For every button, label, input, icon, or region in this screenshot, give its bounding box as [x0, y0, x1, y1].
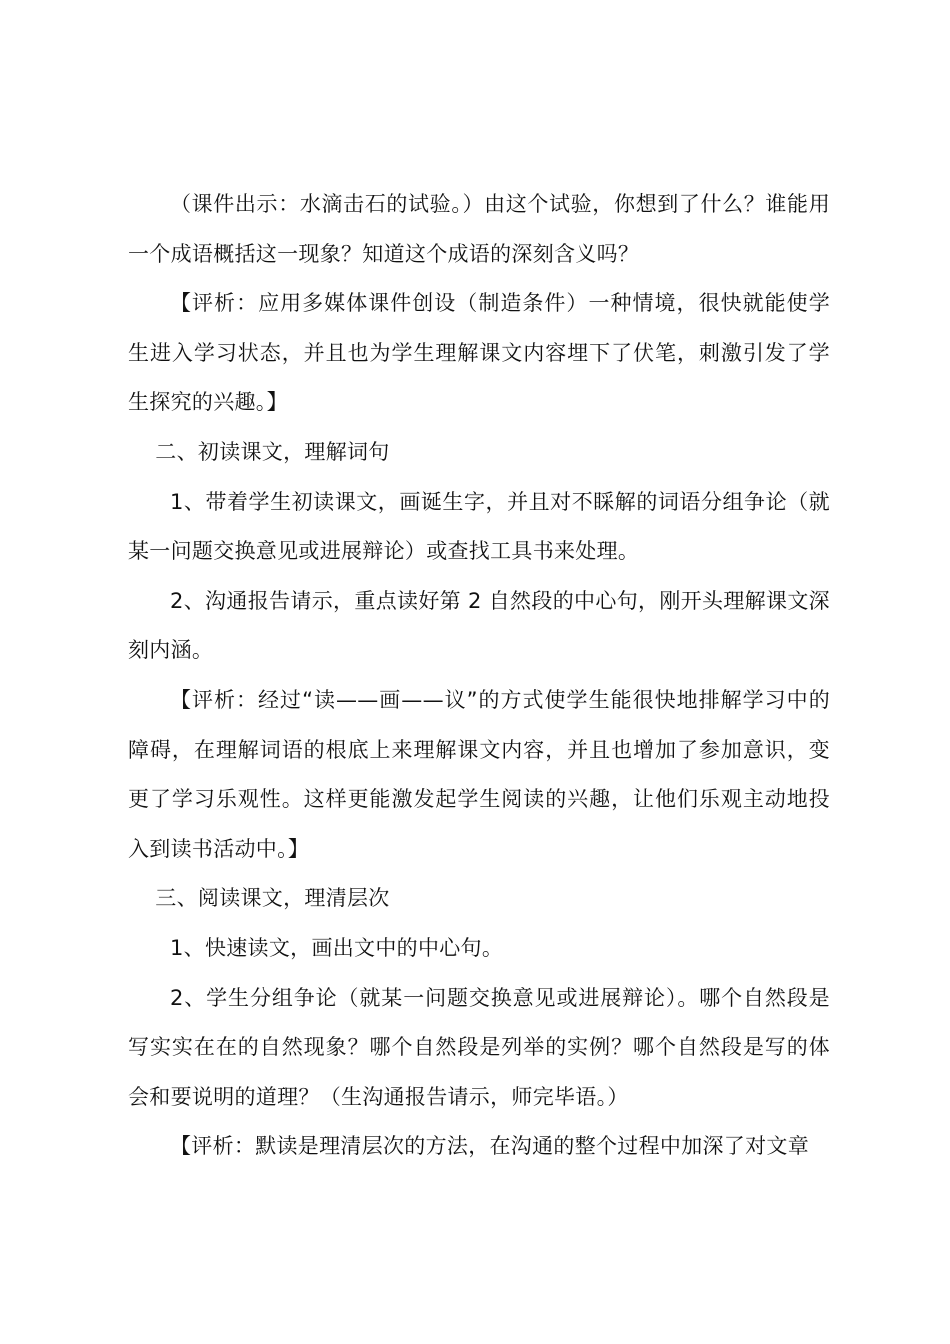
paragraph-experiment-question: （课件出示：水滴击石的试验。）由这个试验，你想到了什么？谁能用一个成语概括这一现象？知道这个成语的深刻含义吗？ — [128, 192, 830, 266]
paragraph-step-group-discussion: 2、学生分组争论（就某一问题交换意见或进展辩论）。哪个自然段是写实实在在的自然现象？哪个自然段是列举的实例？哪个自然段是写的体会和要说明的道理？（生沟通报告请示，师完毕语。） — [128, 985, 830, 1109]
paragraph-step-quick-read: 1、快速读文，画出文中的中心句。 — [170, 935, 504, 960]
document-body — [128, 180, 830, 1172]
paragraph-commentary-read-draw-discuss: 【评析：经过“读——画——议”的方式使学生能很快地排解学习中的障碍，在理解词语的根底上来理解课文内容，并且也增加了参加意识，变更了学习乐观性。这样更能激发起学生阅读的兴趣，让他们乐观主动地投入到读书活动中。】 — [128, 687, 830, 861]
paragraph-commentary-multimedia: 【评析：应用多媒体课件创设（制造条件）一种情境，很快就能使学生进入学习状态，并且也为学生理解课文内容埋下了伏笔，刺激引发了学生探究的兴趣。】 — [128, 291, 830, 415]
section-heading-reading-structure: 三、阅读课文，理清层次 — [155, 886, 390, 911]
section-heading-first-reading: 二、初读课文，理解词句 — [155, 439, 390, 464]
paragraph-commentary-silent-reading: 【评析：默读是理清层次的方法，在沟通的整个过程中加深了对文章 — [170, 1134, 809, 1159]
paragraph-step-read-text: 1、带着学生初读课文，画诞生字，并且对不睬解的词语分组争论（就某一问题交换意见或进展辩论）或查找工具书来处理。 — [128, 489, 830, 564]
paragraph-step-report: 2、沟通报告请示，重点读好第 2 自然段的中心句，刚开头理解课文深刻内涵。 — [128, 588, 830, 663]
